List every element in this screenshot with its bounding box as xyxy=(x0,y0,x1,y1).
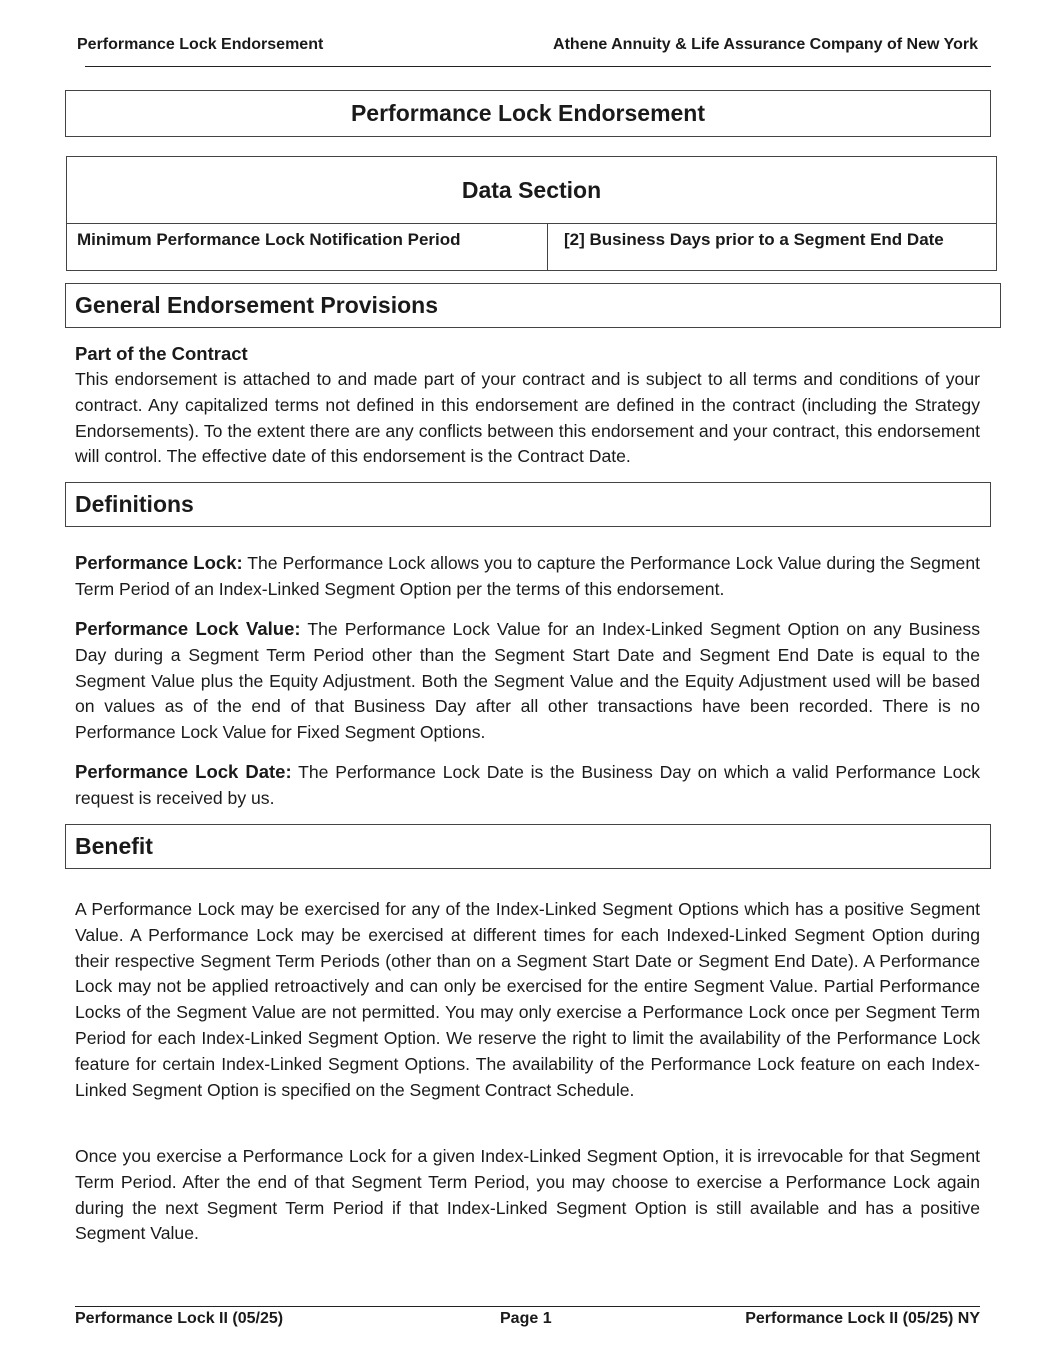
part-of-contract-subheading: Part of the Contract xyxy=(75,343,248,364)
footer-form-number: Performance Lock II (05/25) xyxy=(75,1310,284,1327)
benefit-heading: Benefit xyxy=(65,824,991,869)
definition-text: The Performance Lock allows you to capture the Performance Lock Value during the Segment Term Period of an Index-Linked Segment Option per the terms of this endorsement. xyxy=(75,553,981,599)
footer-form-number-ny: Performance Lock II (05/25) NY xyxy=(745,1310,980,1327)
part-of-contract-text: This endorsement is attached to and made part of your contract and is subject to all terms and conditions of your contract. Any capitalized terms not defined in this endorsement are defined in the contract (including the Strategy Endorsements). To the extent there are any conflicts between this endorsement and your contract, this endorsement will control. The effective date of this endorsement is the Contract Date. xyxy=(75,369,980,467)
definition-performance-lock-date xyxy=(75,759,980,812)
data-row-label: Minimum Performance Lock Notification Period xyxy=(67,224,548,271)
table-row xyxy=(67,224,997,271)
footer-divider xyxy=(75,1306,980,1307)
header-form-title: Performance Lock Endorsement xyxy=(77,36,324,53)
benefit-paragraph-2: Once you exercise a Performance Lock for a given Index-Linked Segment Option, it is irrevocable for that Segment Term Period. After the end of that Segment Term Period, you may choose to exercise a Performance Lock again during the next Segment Term Period if that Index-Linked Segment Option is still available and has a positive Segment Value. xyxy=(75,1146,980,1244)
document-title: Performance Lock Endorsement xyxy=(65,90,991,137)
definition-term: Performance Lock Date: xyxy=(75,761,292,782)
header-company-name: Athene Annuity & Life Assurance Company of New York xyxy=(553,36,978,53)
data-section-table xyxy=(66,156,997,271)
general-provisions-body xyxy=(75,341,980,470)
footer-page-number: Page 1 xyxy=(500,1310,552,1327)
data-row-value: [2] Business Days prior to a Segment End Date xyxy=(548,224,997,271)
definition-performance-lock xyxy=(75,550,980,603)
benefit-paragraph-1: A Performance Lock may be exercised for any of the Index-Linked Segment Options which has a positive Segment Value. A Performance Lock may be exercised at different times for each Indexed-Linked Segment Option during their respective Segment Term Periods (other than on a Segment Start Date or Segment End Date). A Performance Lock may not be applied retroactively and can only be exercised for the entire Segment Value. Partial Performance Locks of the Segment Value are not permitted. You may only exercise a Performance Lock once per Segment Term Period for each Index-Linked Segment Option. We reserve the right to limit the availability of the Performance Lock feature for certain Index-Linked Segment Options. The availability of the Performance Lock feature on each Index-Linked Segment Option is specified on the Segment Contract Schedule. xyxy=(75,899,980,1100)
definition-term: Performance Lock Value: xyxy=(75,618,301,639)
definition-text: The Performance Lock Value for an Index-Linked Segment Option on any Business Day during a Segment Term Period other than the Segment Start Date and Segment End Date is equal to the Segment Value plus the Equity Adjustment. Both the Segment Value and the Equity Adjustment used will be based on values as of the end of that Business Day after all other transactions have been recorded. There is no Performance Lock Value for Fixed Segment Options. xyxy=(75,619,980,743)
definitions-heading: Definitions xyxy=(65,482,991,527)
definition-term: Performance Lock: xyxy=(75,552,243,573)
header-divider xyxy=(85,66,991,67)
definition-text: The Performance Lock Date is the Business Day on which a valid Performance Lock request is received by us. xyxy=(75,762,981,808)
data-section-heading: Data Section xyxy=(67,157,997,224)
general-provisions-heading: General Endorsement Provisions xyxy=(65,283,1001,328)
definition-performance-lock-value xyxy=(75,616,980,746)
